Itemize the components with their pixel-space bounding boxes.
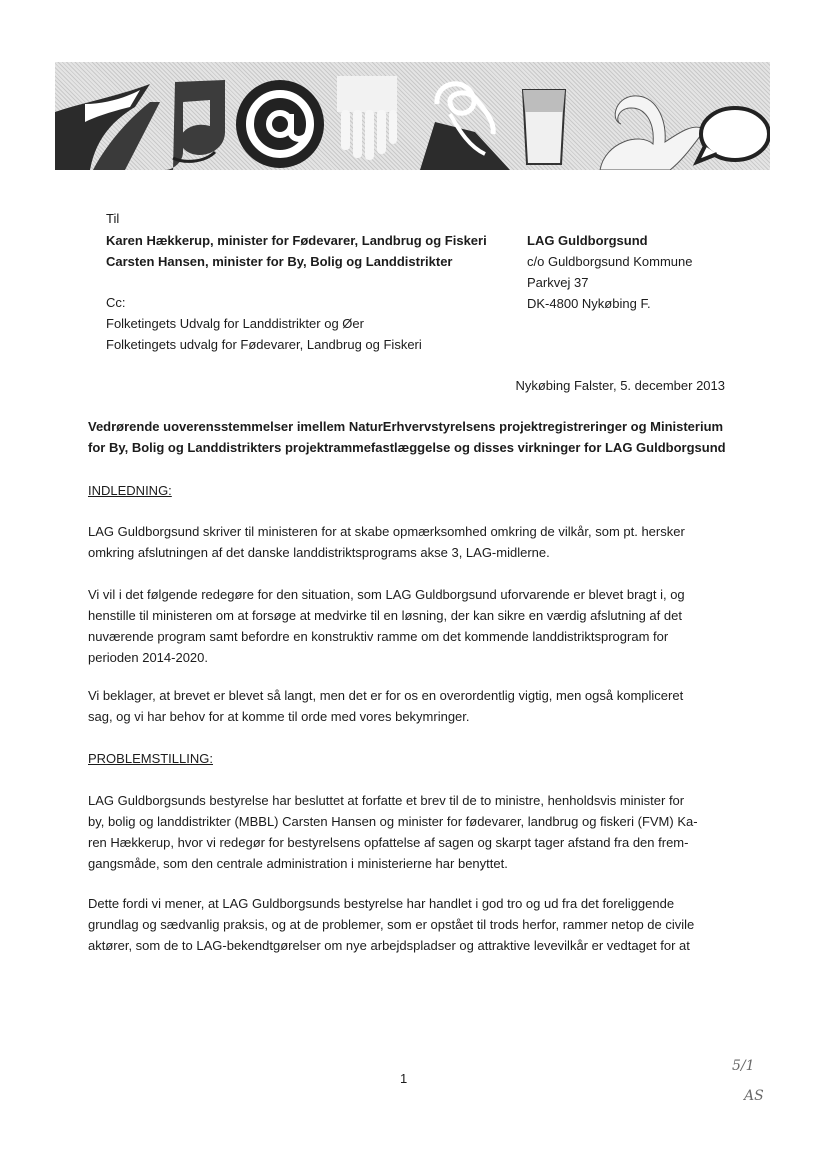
problem-paragraph-2 — [88, 893, 728, 956]
paragraph-line: Dette fordi vi mener, at LAG Guldborgsunds bestyrelse har handlet i god tro og ud fra det foreliggende — [88, 896, 675, 911]
intro-paragraph-3 — [88, 685, 728, 727]
sender-address-line: DK-4800 Nykøbing F. — [527, 296, 651, 311]
milk-glass-icon — [523, 90, 565, 164]
paragraph-line: grundlag og sædvanlig praksis, og at de problemer, som er opstået til trods herfor, rammer netop de civile — [88, 917, 695, 932]
cc-line: Folketingets Udvalg for Landdistrikter og Øer — [106, 316, 364, 331]
music-note-icon — [165, 80, 225, 170]
paragraph-line: LAG Guldborgsunds bestyrelse har besluttet at forfatte et brev til de to ministre, henholdsvis minister for — [88, 793, 685, 808]
intro-heading: INDLEDNING: — [88, 483, 172, 498]
speech-bubble-icon — [697, 108, 769, 162]
ribbon-icon — [420, 84, 510, 170]
subject-line: Vedrørende uoverensstemmelser imellem NaturErhvervstyrelsens projektregistreringer og Ministerium — [88, 419, 724, 434]
paragraph-line: gangsmåde, som den centrale administration i ministerierne har benyttet. — [88, 856, 508, 871]
handwritten-note: 5/1 — [732, 1058, 755, 1074]
intro-paragraph-2 — [88, 584, 728, 668]
paragraph-line: LAG Guldborgsund skriver til ministeren for at skabe opmærksomhed omkring de vilkår, som pt. hersker — [88, 524, 685, 539]
sender-address-line: c/o Guldborgsund Kommune — [527, 254, 693, 269]
date-line: Nykøbing Falster, 5. december 2013 — [515, 378, 725, 393]
paragraph-line: ren Hækkerup, hvor vi redegør for bestyrelsens opfattelse af sagen og skarpt tager afstand fra den frem- — [88, 835, 689, 850]
swan-icon — [600, 96, 705, 170]
paragraph-line: sag, og vi har behov for at komme til orde med vores bekymringer. — [88, 709, 470, 724]
cc-label: Cc: — [106, 295, 126, 310]
problem-heading: PROBLEMSTILLING: — [88, 751, 213, 766]
to-label: Til — [106, 211, 120, 226]
paragraph-line: henstille til ministeren om at forsøge at medvirke til en løsning, der kan sikre en værdig afslutning af det — [88, 608, 682, 623]
letterhead-banner — [55, 62, 770, 170]
subject-line: for By, Bolig og Landdistrikters projektrammefastlæggelse og disses virkninger for LAG Guldborgsund — [88, 440, 726, 455]
recipient-line: Karen Hækkerup, minister for Fødevarer, Landbrug og Fiskeri — [106, 233, 487, 248]
hand-icon — [337, 76, 397, 160]
paragraph-line: nuværende program samt befordre en konstruktiv ramme om det kommende landdistriktsprogram for — [88, 629, 669, 644]
page-number: 1 — [400, 1071, 408, 1086]
sender-address-line: Parkvej 37 — [527, 275, 589, 290]
paragraph-line: omkring afslutningen af det danske landdistriktsprograms akse 3, LAG-midlerne. — [88, 545, 550, 560]
paragraph-line: Vi vil i det følgende redegøre for den situation, som LAG Guldborgsund uforvarende er blevet bragt i, og — [88, 587, 685, 602]
paragraph-line: Vi beklager, at brevet er blevet så langt, men det er for os en overordentlig vigtig, men også kompliceret — [88, 688, 684, 703]
problem-paragraph-1 — [88, 790, 728, 874]
paragraph-line: aktører, som de to LAG-bekendtgørelser om nye arbejdspladser og attraktive levevilkår er vedtaget for at — [88, 938, 690, 953]
road-icon — [55, 84, 160, 170]
intro-paragraph-1 — [88, 521, 728, 563]
handwritten-initials: AS — [744, 1088, 764, 1104]
paragraph-line: by, bolig og landdistrikter (MBBL) Carsten Hansen og minister for fødevarer, landbrug og fiskeri (FVM) Ka- — [88, 814, 698, 829]
cc-line: Folketingets udvalg for Fødevarer, Landbrug og Fiskeri — [106, 337, 422, 352]
paragraph-line: perioden 2014-2020. — [88, 650, 208, 665]
at-sign-icon — [236, 80, 324, 168]
recipient-line: Carsten Hansen, minister for By, Bolig og Landdistrikter — [106, 254, 453, 269]
sender-name: LAG Guldborgsund — [527, 233, 648, 248]
